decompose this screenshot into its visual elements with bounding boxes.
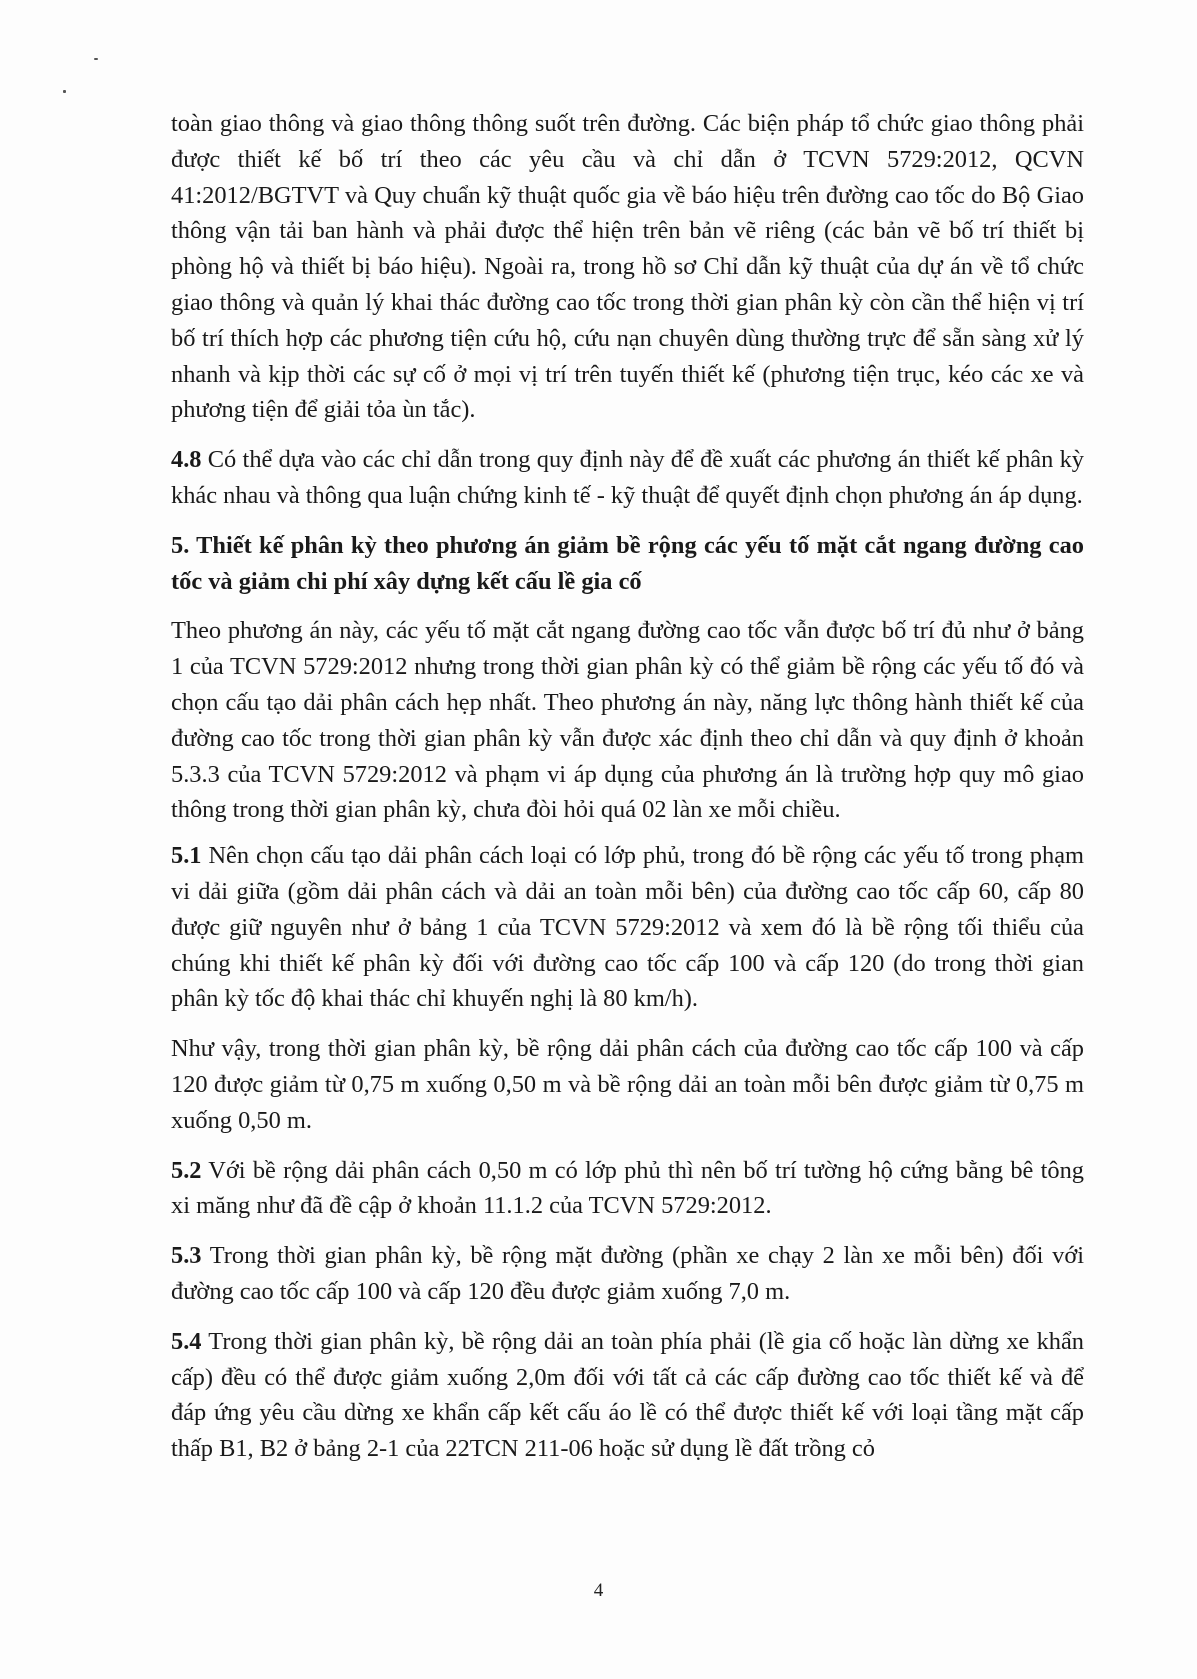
paragraph-text: toàn giao thông và giao thông thông suốt trên đường. Các biện pháp tổ chức giao thông phải được thiết kế bố trí theo các yêu cầu và chỉ dẫn ở TCVN 5729:2012, QCVN 41:2012/BGTVT và Quy chuẩn kỹ thuật quốc gia về báo hiệu trên đường cao tốc do Bộ Giao thông vận tải ban hành và phải được thể hiện trên bản vẽ riêng (các bản vẽ bố trí thiết bị phòng hộ và thiết bị báo hiệu). Ngoài ra, trong hồ sơ Chỉ dẫn kỹ thuật của dự án về tổ chức giao thông và quản lý khai thác đường cao tốc trong thời gian phân kỳ còn cần thể hiện vị trí bố trí thích hợp các phương tiện cứu hộ, cứu nạn chuyên dùng thường trực để sẵn sàng xử lý nhanh và kịp thời các sự cố ở mọi vị trí trên tuyến thiết kế (phương tiện trục, kéo các xe và phương tiện để giải tỏa ùn tắc).: [171, 110, 1084, 424]
document-body: [171, 106, 1084, 1481]
section-5-heading: 5. Thiết kế phân kỳ theo phương án giảm bề rộng các yếu tố mặt cắt ngang đường cao tốc và giảm chi phí xây dựng kết cấu lề gia cố: [171, 531, 1084, 595]
paragraph-intro: [171, 106, 1084, 428]
paragraph-5-2: [171, 1153, 1084, 1225]
section-5-lead: Theo phương án này, các yếu tố mặt cắt ngang đường cao tốc vẫn được bố trí đủ như ở bảng 1 của TCVN 5729:2012 nhưng trong thời gian phân kỳ có thể giảm bề rộng các yếu tố đó và chọn cấu tạo dải phân cách hẹp nhất. Theo phương án này, năng lực thông hành thiết kế của đường cao tốc trong thời gian phân kỳ vẫn được xác định theo chỉ dẫn và quy định ở khoản 5.3.3 của TCVN 5729:2012 và phạm vi áp dụng của phương án là trường hợp quy mô giao thông trong thời gian phân kỳ, chưa đòi hỏi quá 02 làn xe mỗi chiều.: [171, 617, 1084, 824]
clause-number: 4.8: [171, 446, 202, 474]
page-number: 4: [593, 1580, 604, 1601]
paragraph-text: Trong thời gian phân kỳ, bề rộng mặt đường (phần xe chạy 2 làn xe mỗi bên) đối với đường cao tốc cấp 100 và cấp 120 đều được giảm xuống 7,0 m.: [171, 1242, 1084, 1305]
paragraph-5-4: [171, 1324, 1084, 1467]
paragraph-text: Trong thời gian phân kỳ, bề rộng dải an toàn phía phải (lề gia cố hoặc làn dừng xe khẩn cấp) đều có thể được giảm xuống 2,0m đối với tất cả các cấp đường cao tốc thiết kế và để đáp ứng yêu cầu dừng xe khẩn cấp kết cấu áo lề có thể được thiết kế với loại tầng mặt cấp thấp B1, B2 ở bảng 2-1 của 22TCN 211-06 hoặc sử dụng lề đất trồng cỏ: [171, 1327, 1084, 1463]
scan-speck: [63, 90, 66, 93]
paragraph-text: Với bề rộng dải phân cách 0,50 m có lớp phủ thì nên bố trí tường hộ cứng bằng bê tông xi măng như đã đề cập ở khoản 11.1.2 của TCVN 5729:2012.: [171, 1156, 1084, 1220]
clause-number: 5.4: [171, 1327, 202, 1355]
paragraph-5-1: [171, 838, 1084, 1017]
clause-number: 5.1: [171, 842, 202, 870]
clause-number: 5.3: [171, 1242, 202, 1270]
scan-speck: [94, 58, 98, 60]
paragraph-text: Có thể dựa vào các chỉ dẫn trong quy định này để đề xuất các phương án thiết kế phân kỳ khác nhau và thông qua luận chứng kinh tế - kỹ thuật để quyết định chọn phương án áp dụng.: [171, 446, 1084, 509]
paragraph-5-1-continued: Như vậy, trong thời gian phân kỳ, bề rộng dải phân cách của đường cao tốc cấp 100 và cấp 120 được giảm từ 0,75 m xuống 0,50 m và bề rộng dải an toàn mỗi bên được giảm từ 0,75 m xuống 0,50 m.: [171, 1035, 1084, 1134]
paragraph-4-8: [171, 442, 1084, 514]
clause-number: 5.2: [171, 1156, 202, 1184]
paragraph-5-3: [171, 1238, 1084, 1310]
paragraph-text: Nên chọn cấu tạo dải phân cách loại có lớp phủ, trong đó bề rộng các yếu tố trong phạm vi dải giữa (gồm dải phân cách và dải an toàn mỗi bên) của đường cao tốc cấp 60, cấp 80 được giữ nguyên như ở bảng 1 của TCVN 5729:2012 và xem đó là bề rộng tối thiểu của chúng khi thiết kế phân kỳ đối với đường cao tốc cấp 100 và cấp 120 (do trong thời gian phân kỳ tốc độ khai thác chỉ khuyến nghị là 80 km/h).: [171, 842, 1084, 1013]
